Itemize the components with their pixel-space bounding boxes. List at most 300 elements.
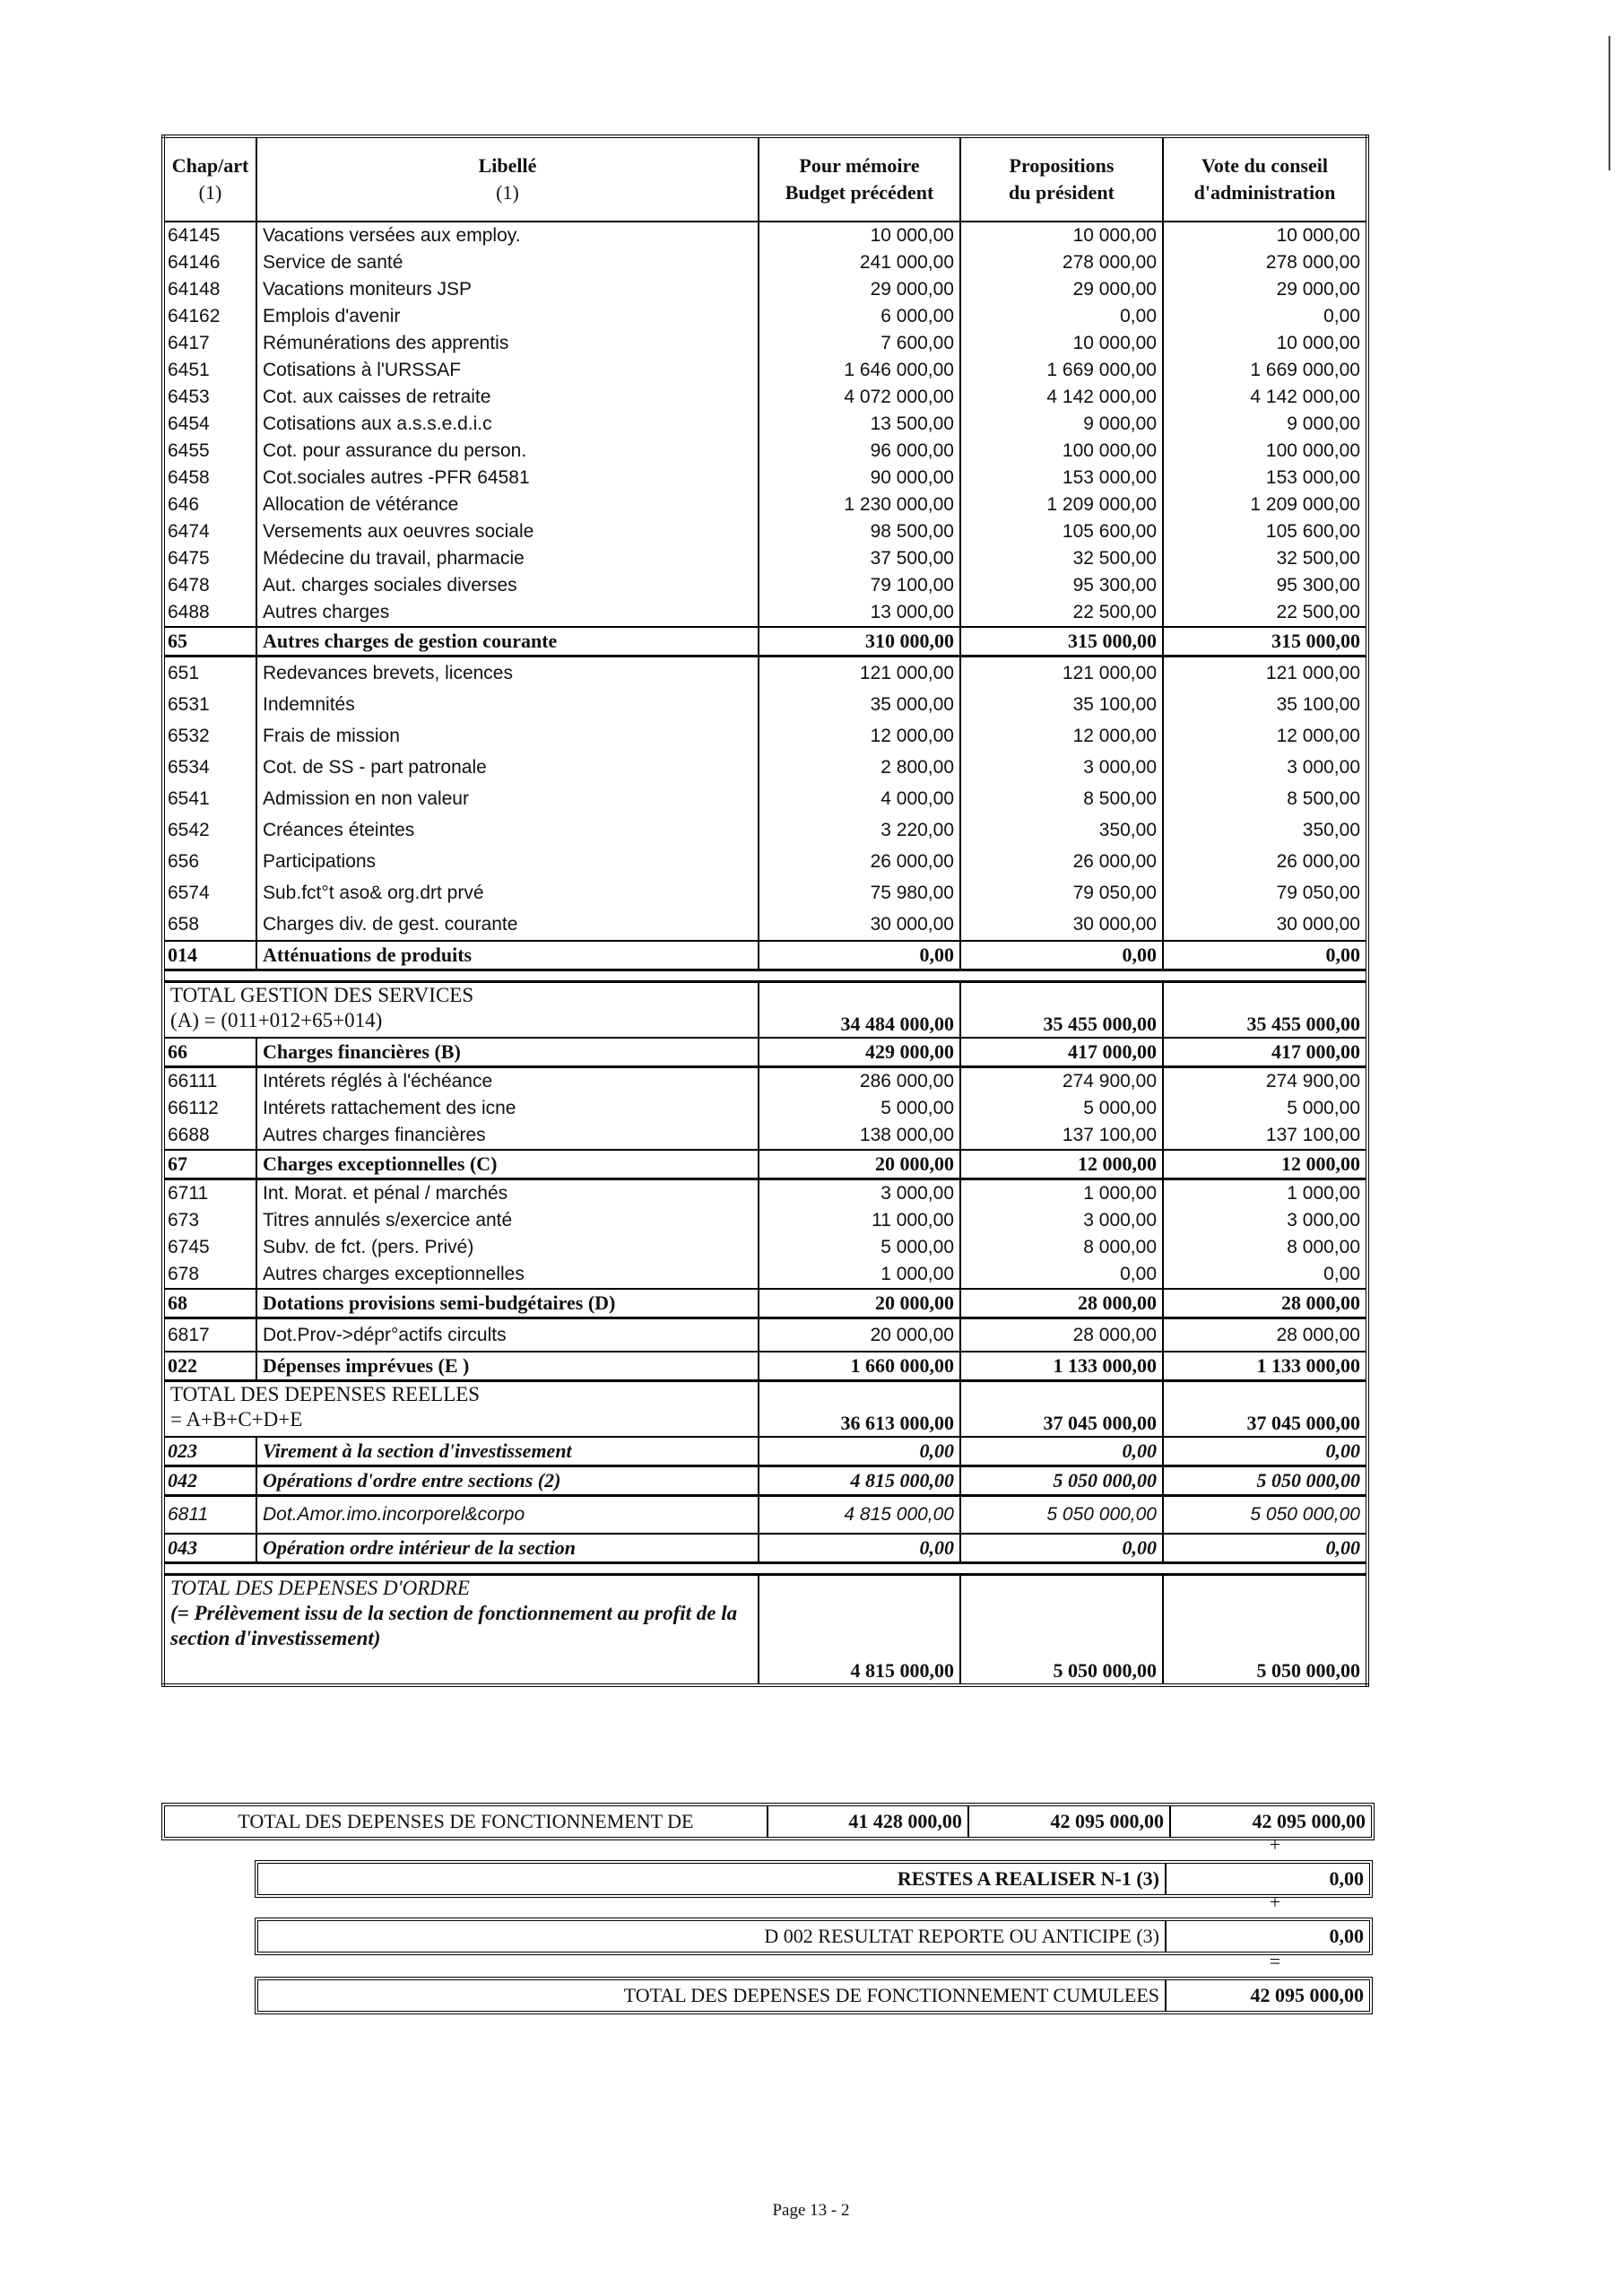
propositions-cell: 105 600,00: [960, 518, 1163, 545]
plus-sign-1: +: [1269, 1833, 1281, 1856]
propositions-cell: 350,00: [960, 814, 1163, 846]
label-cell: Cot. aux caisses de retraite: [256, 384, 759, 411]
code-cell: 6417: [163, 330, 256, 357]
header-libelle-note: (1): [496, 181, 519, 204]
vote-cell: 0,00: [1163, 1534, 1367, 1563]
vote-cell: 26 000,00: [1163, 846, 1367, 877]
label-cell: Emplois d'avenir: [256, 303, 759, 330]
code-cell: 6458: [163, 465, 256, 491]
vote-cell: 32 500,00: [1163, 545, 1367, 572]
code-cell: 6542: [163, 814, 256, 846]
vote-cell: 0,00: [1163, 1261, 1367, 1289]
label-cell: Aut. charges sociales diverses: [256, 572, 759, 599]
vote-cell: 1 209 000,00: [1163, 491, 1367, 518]
total-fonctionnement-memoire: 41 428 000,00: [767, 1806, 967, 1837]
memoire-cell: 3 000,00: [759, 1179, 960, 1208]
memoire-cell: 1 646 000,00: [759, 357, 960, 384]
vote-cell: 137 100,00: [1163, 1122, 1367, 1150]
code-cell: 673: [163, 1207, 256, 1234]
label-cell: Int. Morat. et pénal / marchés: [256, 1179, 759, 1208]
header-vote-line1: Vote du conseil: [1201, 154, 1328, 177]
code-cell: 67: [163, 1150, 256, 1179]
total-row: [163, 1575, 1367, 1686]
vote-cell: 274 900,00: [1163, 1067, 1367, 1096]
table-row: [163, 276, 1367, 303]
code-cell: 656: [163, 846, 256, 877]
vote-cell: 153 000,00: [1163, 465, 1367, 491]
memoire-cell: 26 000,00: [759, 846, 960, 877]
propositions-cell: 28 000,00: [960, 1318, 1163, 1352]
header-row: [163, 136, 1367, 222]
spacer-cell: [163, 970, 1367, 982]
memoire-cell: 20 000,00: [759, 1289, 960, 1318]
propositions-cell: 315 000,00: [960, 627, 1163, 657]
memoire-cell: 0,00: [759, 941, 960, 970]
edge-mark: [1609, 36, 1610, 170]
label-cell: Dot.Prov->dépr°actifs circults: [256, 1318, 759, 1352]
header-memoire: [759, 136, 960, 222]
propositions-cell: 3 000,00: [960, 1207, 1163, 1234]
restes-box: [255, 1860, 1373, 1898]
table-row: [163, 1289, 1367, 1318]
header-vote-line2: d'administration: [1193, 181, 1336, 204]
total-row: [163, 982, 1367, 1039]
header-chap-label: Chap/art: [171, 154, 249, 177]
memoire-cell: 37 500,00: [759, 545, 960, 572]
vote-cell: 79 050,00: [1163, 877, 1367, 909]
vote-cell: 3 000,00: [1163, 1207, 1367, 1234]
code-cell: 6474: [163, 518, 256, 545]
table-row: [163, 303, 1367, 330]
propositions-cell: 5 000,00: [960, 1095, 1163, 1122]
memoire-cell: 13 500,00: [759, 411, 960, 438]
total-label-cell: [163, 1575, 759, 1686]
memoire-cell: 1 230 000,00: [759, 491, 960, 518]
code-cell: 6811: [163, 1496, 256, 1535]
vote-cell: 121 000,00: [1163, 657, 1367, 690]
total-label-line3: section d'investissement): [170, 1627, 381, 1649]
vote-cell: 10 000,00: [1163, 330, 1367, 357]
memoire-cell: 7 600,00: [759, 330, 960, 357]
table-row: [163, 814, 1367, 846]
total-fonctionnement-box: [161, 1803, 1375, 1840]
label-cell: Rémunérations des apprentis: [256, 330, 759, 357]
label-cell: Dotations provisions semi-budgétaires (D): [256, 1289, 759, 1318]
label-cell: Cotisations à l'URSSAF: [256, 357, 759, 384]
code-cell: 023: [163, 1437, 256, 1466]
propositions-cell: 37 045 000,00: [960, 1381, 1163, 1438]
propositions-cell: 8 000,00: [960, 1234, 1163, 1261]
memoire-cell: 0,00: [759, 1534, 960, 1563]
code-cell: 6478: [163, 572, 256, 599]
propositions-cell: 32 500,00: [960, 545, 1163, 572]
code-cell: 64148: [163, 276, 256, 303]
propositions-cell: 28 000,00: [960, 1289, 1163, 1318]
propositions-cell: 1 669 000,00: [960, 357, 1163, 384]
spacer-cell: [163, 1563, 1367, 1575]
vote-cell: 5 050 000,00: [1163, 1575, 1367, 1686]
code-cell: 651: [163, 657, 256, 690]
table-row: [163, 357, 1367, 384]
table-row: [163, 491, 1367, 518]
propositions-cell: 121 000,00: [960, 657, 1163, 690]
code-cell: 6817: [163, 1318, 256, 1352]
memoire-cell: 1 660 000,00: [759, 1352, 960, 1381]
restes-label: RESTES A REALISER N-1 (3): [897, 1867, 1159, 1890]
table-row: [163, 411, 1367, 438]
memoire-cell: 20 000,00: [759, 1150, 960, 1179]
equals-sign: =: [1269, 1950, 1281, 1972]
label-cell: Cot. pour assurance du person.: [256, 438, 759, 465]
label-cell: Autres charges financières: [256, 1122, 759, 1150]
total-label-line2: (A) = (011+012+65+014): [170, 1009, 383, 1031]
code-cell: 6453: [163, 384, 256, 411]
table-row: [163, 1122, 1367, 1150]
header-memoire-line2: Budget précédent: [785, 181, 934, 204]
vote-cell: 5 050 000,00: [1163, 1466, 1367, 1496]
table-row: [163, 545, 1367, 572]
table-row: [163, 1179, 1367, 1208]
table-row: [163, 1261, 1367, 1289]
memoire-cell: 5 000,00: [759, 1234, 960, 1261]
table-row: [163, 909, 1367, 941]
vote-cell: 12 000,00: [1163, 1150, 1367, 1179]
vote-cell: 5 050 000,00: [1163, 1496, 1367, 1535]
table-row: [163, 689, 1367, 720]
spacer-row: [163, 1563, 1367, 1575]
propositions-cell: 1 209 000,00: [960, 491, 1163, 518]
table-row: [163, 249, 1367, 276]
memoire-cell: 3 220,00: [759, 814, 960, 846]
vote-cell: 1 000,00: [1163, 1179, 1367, 1208]
vote-cell: 30 000,00: [1163, 909, 1367, 941]
propositions-cell: 274 900,00: [960, 1067, 1163, 1096]
vote-cell: 5 000,00: [1163, 1095, 1367, 1122]
vote-cell: 0,00: [1163, 941, 1367, 970]
code-cell: 6534: [163, 752, 256, 783]
table-row: [163, 941, 1367, 970]
label-cell: Médecine du travail, pharmacie: [256, 545, 759, 572]
table-row: [163, 1466, 1367, 1496]
memoire-cell: 429 000,00: [759, 1038, 960, 1067]
code-cell: 65: [163, 627, 256, 657]
total-label-line1: TOTAL GESTION DES SERVICES: [170, 984, 474, 1006]
memoire-cell: 138 000,00: [759, 1122, 960, 1150]
total-fonctionnement-label: TOTAL DES DEPENSES DE FONCTIONNEMENT DE: [238, 1810, 694, 1832]
code-cell: 6488: [163, 599, 256, 627]
propositions-cell: 137 100,00: [960, 1122, 1163, 1150]
cumul-label: TOTAL DES DEPENSES DE FONCTIONNEMENT CUMULEES: [623, 1984, 1159, 2006]
code-cell: 68: [163, 1289, 256, 1318]
code-cell: 014: [163, 941, 256, 970]
code-cell: 6711: [163, 1179, 256, 1208]
table-row: [163, 1234, 1367, 1261]
propositions-cell: 79 050,00: [960, 877, 1163, 909]
memoire-cell: 1 000,00: [759, 1261, 960, 1289]
label-cell: Versements aux oeuvres sociale: [256, 518, 759, 545]
restes-value: 0,00: [1165, 1864, 1369, 1894]
code-cell: 6688: [163, 1122, 256, 1150]
table-row: [163, 752, 1367, 783]
vote-cell: 37 045 000,00: [1163, 1381, 1367, 1438]
table-row: [163, 657, 1367, 690]
propositions-cell: 22 500,00: [960, 599, 1163, 627]
vote-cell: 100 000,00: [1163, 438, 1367, 465]
propositions-cell: 0,00: [960, 941, 1163, 970]
cumul-value: 42 095 000,00: [1165, 1980, 1369, 2011]
code-cell: 64145: [163, 222, 256, 249]
memoire-cell: 286 000,00: [759, 1067, 960, 1096]
memoire-cell: 4 815 000,00: [759, 1575, 960, 1686]
code-cell: 66111: [163, 1067, 256, 1096]
total-row: [163, 1381, 1367, 1438]
total-label-line1: TOTAL DES DEPENSES REELLES: [170, 1383, 481, 1405]
vote-cell: 28 000,00: [1163, 1289, 1367, 1318]
vote-cell: 35 100,00: [1163, 689, 1367, 720]
propositions-cell: 26 000,00: [960, 846, 1163, 877]
label-cell: Opérations d'ordre entre sections (2): [256, 1466, 759, 1496]
spacer-row: [163, 970, 1367, 982]
vote-cell: 8 000,00: [1163, 1234, 1367, 1261]
propositions-cell: 5 050 000,00: [960, 1466, 1163, 1496]
memoire-cell: 29 000,00: [759, 276, 960, 303]
label-cell: Dot.Amor.imo.incorporel&corpo: [256, 1496, 759, 1535]
table-body: [163, 222, 1367, 1685]
memoire-cell: 90 000,00: [759, 465, 960, 491]
vote-cell: 350,00: [1163, 814, 1367, 846]
code-cell: 6574: [163, 877, 256, 909]
memoire-cell: 34 484 000,00: [759, 982, 960, 1039]
label-cell: Charges exceptionnelles (C): [256, 1150, 759, 1179]
propositions-cell: 1 133 000,00: [960, 1352, 1163, 1381]
table-row: [163, 877, 1367, 909]
label-cell: Redevances brevets, licences: [256, 657, 759, 690]
label-cell: Autres charges: [256, 599, 759, 627]
table-row: [163, 627, 1367, 657]
propositions-cell: 100 000,00: [960, 438, 1163, 465]
table-row: [163, 465, 1367, 491]
code-cell: 042: [163, 1466, 256, 1496]
table-row: [163, 1437, 1367, 1466]
memoire-cell: 30 000,00: [759, 909, 960, 941]
table-row: [163, 783, 1367, 814]
vote-cell: 3 000,00: [1163, 752, 1367, 783]
propositions-cell: 95 300,00: [960, 572, 1163, 599]
memoire-cell: 96 000,00: [759, 438, 960, 465]
page-number: Page 13 - 2: [772, 2201, 850, 2220]
memoire-cell: 35 000,00: [759, 689, 960, 720]
header-libelle-label: Libellé: [478, 154, 537, 177]
propositions-cell: 29 000,00: [960, 276, 1163, 303]
table-row: [163, 1150, 1367, 1179]
code-cell: 66112: [163, 1095, 256, 1122]
memoire-cell: 13 000,00: [759, 599, 960, 627]
propositions-cell: 35 100,00: [960, 689, 1163, 720]
total-label-cell: [163, 982, 759, 1039]
cumul-box: [255, 1977, 1373, 2014]
code-cell: 022: [163, 1352, 256, 1381]
memoire-cell: 4 815 000,00: [759, 1496, 960, 1535]
label-cell: Admission en non valeur: [256, 783, 759, 814]
memoire-cell: 75 980,00: [759, 877, 960, 909]
propositions-cell: 0,00: [960, 1437, 1163, 1466]
label-cell: Dépenses imprévues (E ): [256, 1352, 759, 1381]
memoire-cell: 20 000,00: [759, 1318, 960, 1352]
label-cell: Service de santé: [256, 249, 759, 276]
code-cell: 6475: [163, 545, 256, 572]
memoire-cell: 4 072 000,00: [759, 384, 960, 411]
propositions-cell: 0,00: [960, 1261, 1163, 1289]
header-chap-note: (1): [198, 181, 222, 204]
memoire-cell: 79 100,00: [759, 572, 960, 599]
propositions-cell: 35 455 000,00: [960, 982, 1163, 1039]
table-row: [163, 846, 1367, 877]
total-label-line1: TOTAL DES DEPENSES D'ORDRE: [170, 1577, 470, 1599]
label-cell: Intérets rattachement des icne: [256, 1095, 759, 1122]
code-cell: 678: [163, 1261, 256, 1289]
header-propositions-line2: du président: [1009, 181, 1115, 204]
label-cell: Cot.sociales autres -PFR 64581: [256, 465, 759, 491]
total-label-cell: [163, 1381, 759, 1438]
table-row: [163, 1352, 1367, 1381]
vote-cell: 105 600,00: [1163, 518, 1367, 545]
table-row: [163, 330, 1367, 357]
label-cell: Titres annulés s/exercice anté: [256, 1207, 759, 1234]
memoire-cell: 4 815 000,00: [759, 1466, 960, 1496]
table-row: [163, 222, 1367, 249]
resultat-box: [255, 1918, 1373, 1955]
propositions-cell: 3 000,00: [960, 752, 1163, 783]
header-propositions-line1: Propositions: [1009, 154, 1115, 177]
memoire-cell: 6 000,00: [759, 303, 960, 330]
propositions-cell: 417 000,00: [960, 1038, 1163, 1067]
resultat-label: D 002 RESULTAT REPORTE OU ANTICIPE (3): [764, 1925, 1159, 1947]
label-cell: Participations: [256, 846, 759, 877]
propositions-cell: 0,00: [960, 1534, 1163, 1563]
table-row: [163, 1095, 1367, 1122]
vote-cell: 35 455 000,00: [1163, 982, 1367, 1039]
code-cell: 658: [163, 909, 256, 941]
code-cell: 646: [163, 491, 256, 518]
label-cell: Charges financières (B): [256, 1038, 759, 1067]
propositions-cell: 30 000,00: [960, 909, 1163, 941]
propositions-cell: 0,00: [960, 303, 1163, 330]
memoire-cell: 121 000,00: [759, 657, 960, 690]
label-cell: Autres charges de gestion courante: [256, 627, 759, 657]
vote-cell: 29 000,00: [1163, 276, 1367, 303]
table-row: [163, 1534, 1367, 1563]
label-cell: Charges div. de gest. courante: [256, 909, 759, 941]
propositions-cell: 153 000,00: [960, 465, 1163, 491]
vote-cell: 28 000,00: [1163, 1318, 1367, 1352]
vote-cell: 95 300,00: [1163, 572, 1367, 599]
propositions-cell: 12 000,00: [960, 720, 1163, 752]
memoire-cell: 2 800,00: [759, 752, 960, 783]
memoire-cell: 12 000,00: [759, 720, 960, 752]
resultat-value: 0,00: [1165, 1921, 1369, 1952]
propositions-cell: 10 000,00: [960, 222, 1163, 249]
label-cell: Intérets réglés à l'échéance: [256, 1067, 759, 1096]
label-cell: Créances éteintes: [256, 814, 759, 846]
memoire-cell: 241 000,00: [759, 249, 960, 276]
label-cell: Vacations versées aux employ.: [256, 222, 759, 249]
propositions-cell: 5 050 000,00: [960, 1575, 1163, 1686]
memoire-cell: 310 000,00: [759, 627, 960, 657]
memoire-cell: 0,00: [759, 1437, 960, 1466]
code-cell: 043: [163, 1534, 256, 1563]
label-cell: Atténuations de produits: [256, 941, 759, 970]
code-cell: 6745: [163, 1234, 256, 1261]
memoire-cell: 10 000,00: [759, 222, 960, 249]
code-cell: 6455: [163, 438, 256, 465]
memoire-cell: 36 613 000,00: [759, 1381, 960, 1438]
label-cell: Frais de mission: [256, 720, 759, 752]
vote-cell: 1 133 000,00: [1163, 1352, 1367, 1381]
propositions-cell: 4 142 000,00: [960, 384, 1163, 411]
label-cell: Indemnités: [256, 689, 759, 720]
vote-cell: 12 000,00: [1163, 720, 1367, 752]
memoire-cell: 11 000,00: [759, 1207, 960, 1234]
table-row: [163, 1318, 1367, 1352]
code-cell: 6451: [163, 357, 256, 384]
plus-sign-2: +: [1269, 1891, 1281, 1913]
table-row: [163, 572, 1367, 599]
propositions-cell: 5 050 000,00: [960, 1496, 1163, 1535]
vote-cell: 0,00: [1163, 1437, 1367, 1466]
memoire-cell: 4 000,00: [759, 783, 960, 814]
vote-cell: 315 000,00: [1163, 627, 1367, 657]
code-cell: 6531: [163, 689, 256, 720]
vote-cell: 10 000,00: [1163, 222, 1367, 249]
header-memoire-line1: Pour mémoire: [799, 154, 920, 177]
table-row: [163, 720, 1367, 752]
total-fonctionnement-vote: 42 095 000,00: [1169, 1806, 1371, 1837]
header-libelle: [256, 136, 759, 222]
vote-cell: 4 142 000,00: [1163, 384, 1367, 411]
code-cell: 64162: [163, 303, 256, 330]
table-row: [163, 1067, 1367, 1096]
propositions-cell: 8 500,00: [960, 783, 1163, 814]
vote-cell: 0,00: [1163, 303, 1367, 330]
table-row: [163, 599, 1367, 627]
code-cell: 6454: [163, 411, 256, 438]
label-cell: Cot. de SS - part patronale: [256, 752, 759, 783]
memoire-cell: 5 000,00: [759, 1095, 960, 1122]
vote-cell: 1 669 000,00: [1163, 357, 1367, 384]
table-row: [163, 1207, 1367, 1234]
header-chap: [163, 136, 256, 222]
memoire-cell: 98 500,00: [759, 518, 960, 545]
header-propositions: [960, 136, 1163, 222]
label-cell: Virement à la section d'investissement: [256, 1437, 759, 1466]
propositions-cell: 10 000,00: [960, 330, 1163, 357]
label-cell: Subv. de fct. (pers. Privé): [256, 1234, 759, 1261]
propositions-cell: 278 000,00: [960, 249, 1163, 276]
total-label-line2: = A+B+C+D+E: [170, 1408, 303, 1431]
label-cell: Sub.fct°t aso& org.drt prvé: [256, 877, 759, 909]
label-cell: Cotisations aux a.s.s.e.d.i.c: [256, 411, 759, 438]
vote-cell: 9 000,00: [1163, 411, 1367, 438]
propositions-cell: 12 000,00: [960, 1150, 1163, 1179]
header-vote: [1163, 136, 1367, 222]
vote-cell: 8 500,00: [1163, 783, 1367, 814]
table-row: [163, 1038, 1367, 1067]
label-cell: Vacations moniteurs JSP: [256, 276, 759, 303]
label-cell: Opération ordre intérieur de la section: [256, 1534, 759, 1563]
table-row: [163, 384, 1367, 411]
code-cell: 64146: [163, 249, 256, 276]
code-cell: 6532: [163, 720, 256, 752]
